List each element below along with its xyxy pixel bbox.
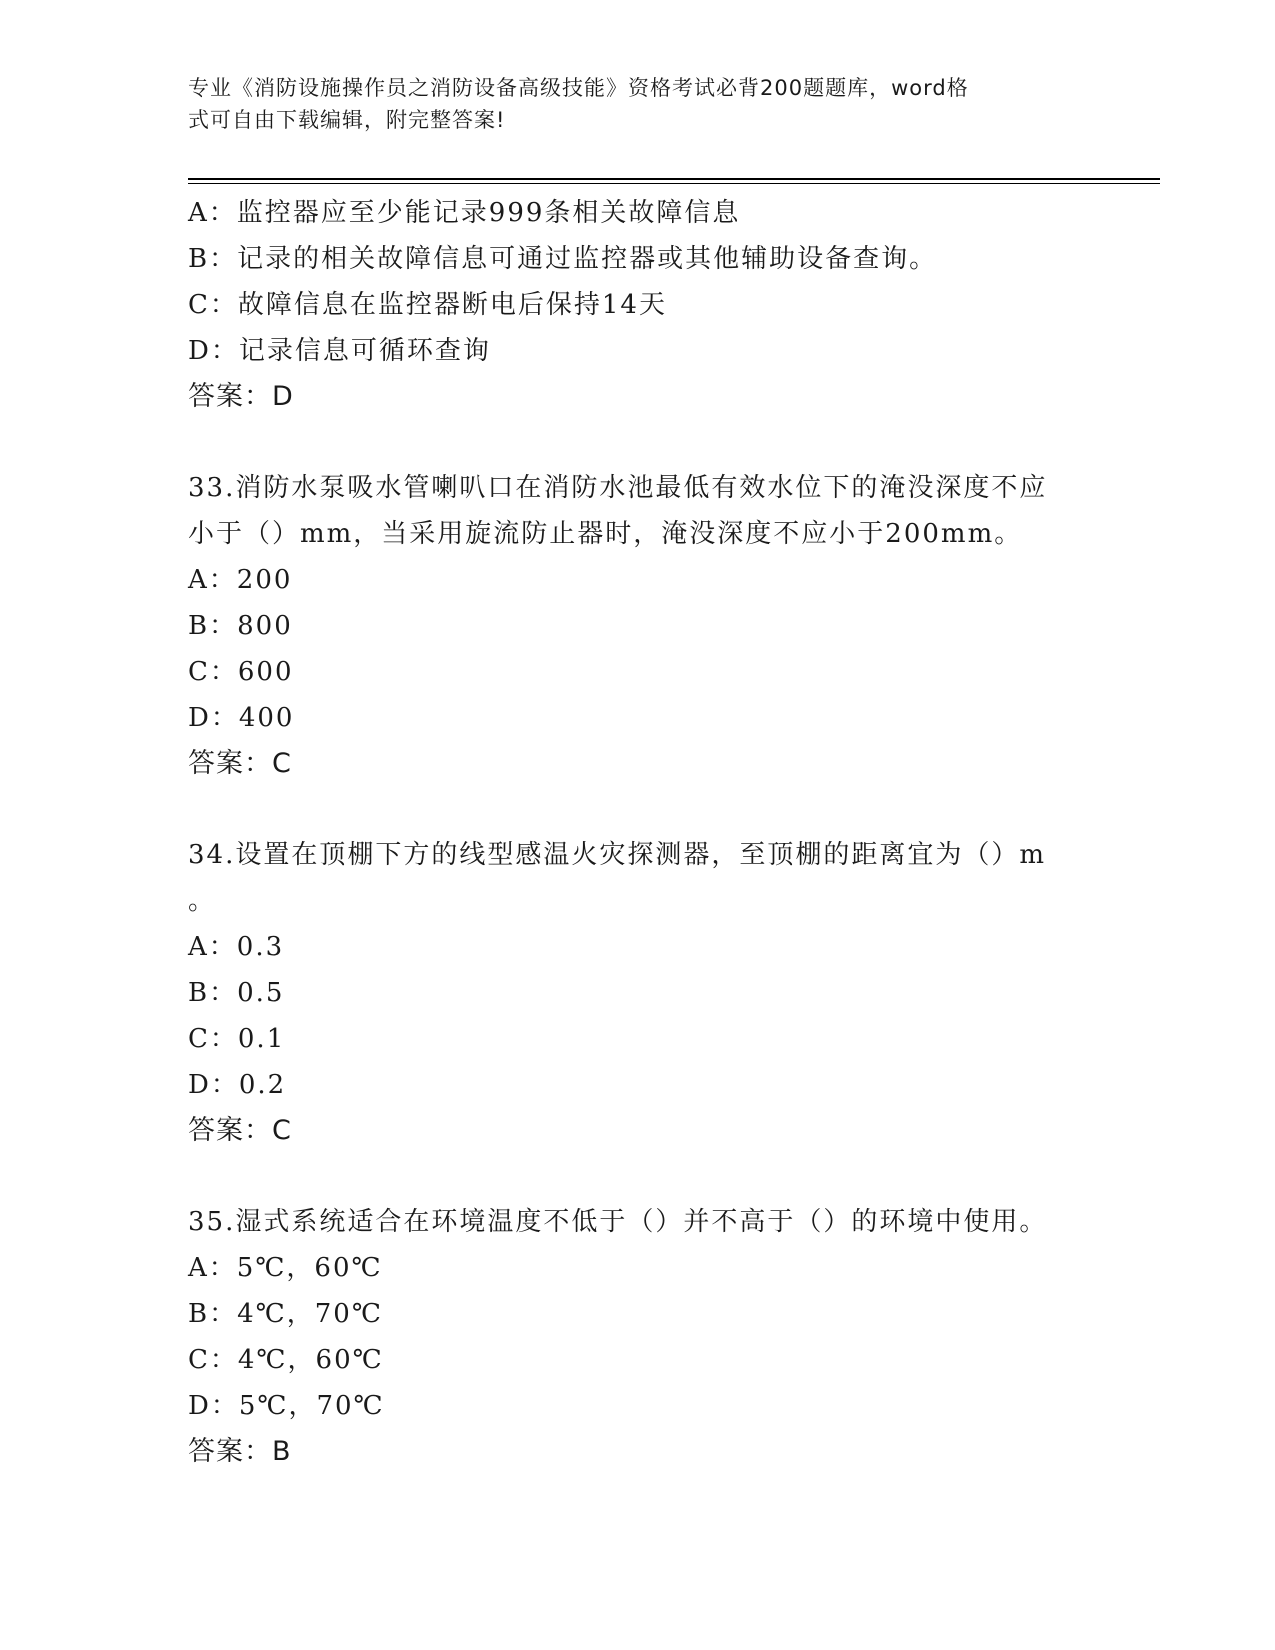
spacer — [188, 787, 1088, 832]
question-text-line: 小于（）mm，当采用旋流防止器时，淹没深度不应小于200mm。 — [188, 519, 1023, 549]
answer-line: 答案：C — [188, 748, 292, 779]
header-divider-thick — [188, 178, 1160, 180]
option-a: A：监控器应至少能记录999条相关故障信息 — [188, 198, 741, 228]
question-block-34 — [188, 832, 1088, 1154]
header-line-2: 式可自由下载编辑，附完整答案! — [188, 108, 506, 132]
option-d: D：5℃，70℃ — [188, 1391, 385, 1421]
option-c: C：600 — [188, 657, 294, 687]
question-text-line: 35.湿式系统适合在环境温度不低于（）并不高于（）的环境中使用。 — [188, 1207, 1048, 1237]
option-d: D：400 — [188, 703, 295, 733]
header-divider-thin — [188, 183, 1160, 184]
option-a: A：0.3 — [188, 932, 285, 962]
question-text-line: 。 — [188, 886, 217, 916]
option-c: C：故障信息在监控器断电后保持14天 — [188, 290, 667, 320]
question-block-35 — [188, 1199, 1088, 1475]
option-d: D：记录信息可循环查询 — [188, 336, 491, 366]
answer-line: 答案：B — [188, 1436, 292, 1467]
header-line-1: 专业《消防设施操作员之消防设备高级技能》资格考试必背200题题库，word格 — [188, 76, 969, 100]
option-c: C：0.1 — [188, 1024, 286, 1054]
question-block-33 — [188, 465, 1088, 787]
question-list — [188, 190, 1088, 1475]
option-b: B：0.5 — [188, 978, 285, 1008]
option-b: B：记录的相关故障信息可通过监控器或其他辅助设备查询。 — [188, 244, 938, 274]
option-a: A：200 — [188, 565, 293, 595]
prev-question-block — [188, 190, 1088, 420]
answer-line: 答案：D — [188, 381, 294, 412]
option-d: D：0.2 — [188, 1070, 287, 1100]
question-text-line: 34.设置在顶棚下方的线型感温火灾探测器，至顶棚的距离宜为（）m — [188, 840, 1047, 870]
option-a: A：5℃，60℃ — [188, 1253, 383, 1283]
answer-line: 答案：C — [188, 1115, 292, 1146]
question-text-line: 33.消防水泵吸水管喇叭口在消防水池最低有效水位下的淹没深度不应 — [188, 473, 1048, 503]
option-c: C：4℃，60℃ — [188, 1345, 384, 1375]
option-b: B：4℃，70℃ — [188, 1299, 383, 1329]
option-b: B：800 — [188, 611, 293, 641]
spacer — [188, 1154, 1088, 1199]
document-header — [188, 72, 1068, 136]
spacer — [188, 420, 1088, 465]
